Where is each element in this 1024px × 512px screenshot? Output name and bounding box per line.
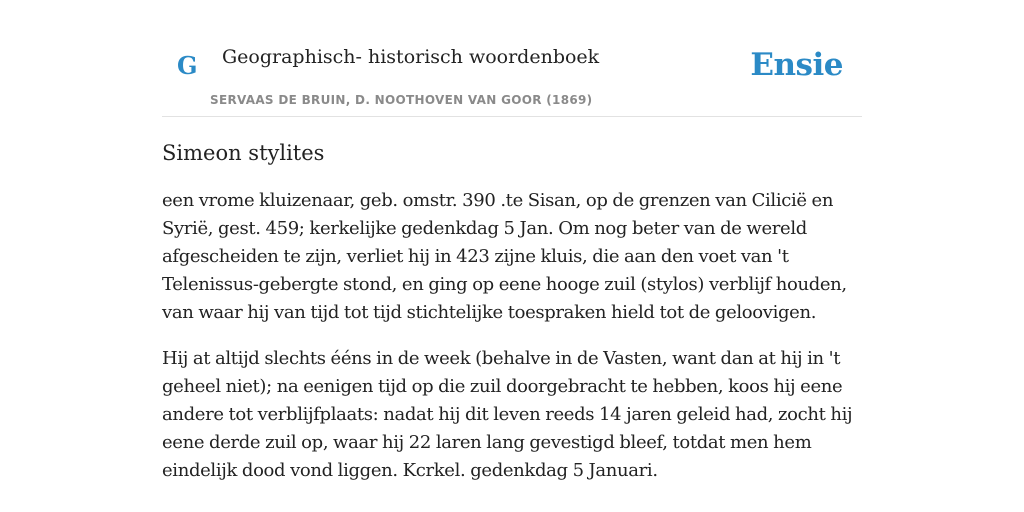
entry-title: Simeon stylites bbox=[162, 141, 325, 165]
entry-content bbox=[162, 140, 864, 503]
entry-paragraph-1: een vrome kluizenaar, geb. omstr. 390 .te Sisan, op de grenzen van Cilicië en Syrië, gest. 459; kerkelijke gedenkdag 5 Jan. Om nog beter van de wereld afgescheiden te zijn, verliet hij in 423 zijne kluis, die aan den voet van 't Telenissus-gebergte stond, en ging op eene hooge zuil (stylos) verblijf houden, van waar hij van tijd tot tijd stichtelijke toespraken hield tot de geloovigen. bbox=[162, 190, 847, 324]
brand-logo[interactable]: Ensie bbox=[750, 47, 843, 83]
book-authors: SERVAAS DE BRUIN, D. NOOTHOVEN VAN GOOR (1869) bbox=[210, 93, 593, 107]
book-header bbox=[162, 0, 862, 117]
entry-paragraph-2: Hij at altijd slechts ééns in de week (behalve in de Vasten, want dan at hij in 't geheel niet); na eenigen tijd op die zuil doorgebracht te hebben, koos hij eene andere tot verblijfplaats: nadat hij dit leven reeds 14 jaren geleid had, zocht hij eene derde zuil op, waar hij 22 laren lang gevestigd bleef, totdat men hem eindelijk dood vond liggen. Kcrkel. gedenkdag 5 Januari. bbox=[162, 348, 853, 482]
book-logo-letter[interactable]: G bbox=[177, 51, 198, 80]
book-title[interactable]: Geographisch- historisch woordenboek bbox=[222, 46, 600, 68]
